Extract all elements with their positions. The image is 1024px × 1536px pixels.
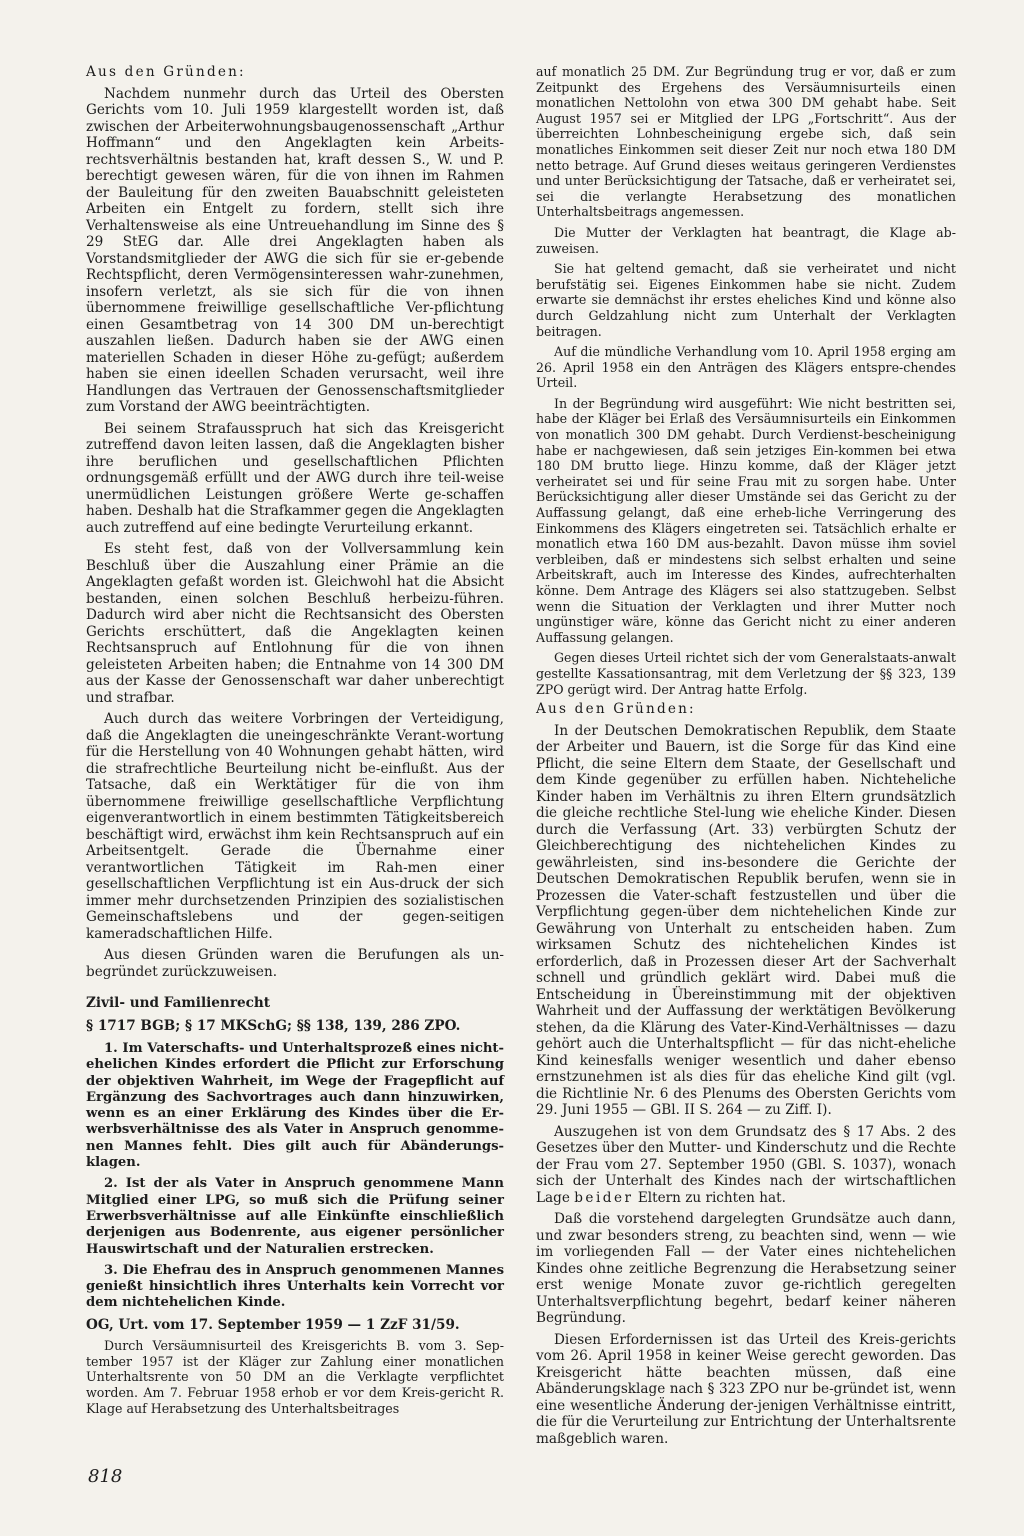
- section-heading: Aus den Gründen:: [86, 64, 246, 80]
- statute-reference: § 1717 BGB; § 17 MKSchG; §§ 138, 139, 286 ZPO.: [86, 1017, 461, 1034]
- emphasized-word: beider: [574, 1189, 634, 1206]
- section-title: Zivil- und Familienrecht: [86, 995, 271, 1011]
- page-number: 818: [88, 1466, 123, 1487]
- paragraph: Auf die mündliche Verhandlung vom 10. April 1958 erging am 26. April 1958 ein den Anträgen des Klägers entspre-chendes Urteil.: [536, 344, 956, 391]
- paragraph: Die Mutter der Verklagten hat beantragt, die Klage ab-zuweisen.: [536, 224, 956, 256]
- leitsatz-1: 1. Im Vaterschafts- und Unterhaltsprozeß eines nicht-ehelichen Kindes erfordert die Pflicht zur Erforschung der objektiven Wahrheit, im Wege der Fragepflicht auf Ergänzung des Sachvortrages auch dann hinzuwirken, wenn es an einer Erklärung des Kindes über die Er-werbsverhältnisse des als Vater in Anspruch genomme-nen Mannes fehlt. Dies gilt auch für Abänderungs-klagen.: [86, 1041, 504, 1171]
- leitsatz-2: 2. Ist der als Vater in Anspruch genommene Mann Mitglied einer LPG, so muß sich die Prüfung seiner Erwerbsverhältnisse auf alle Einkünfte einschließlich derjenigen aus Bodenrente, aus eigener persönlicher Hauswirtschaft und der Naturalien erstrecken.: [86, 1176, 504, 1257]
- text-run: Auszugehen ist von dem Grundsatz des § 17 Abs. 2 des Gesetzes über den Mutter- und Kinderschutz und die Rechte der Frau vom 27. September 1950 (GBl. S. 1037), wonach sich der Unterhalt des Kindes nach der wirtschaftlichen Lage: [536, 1123, 956, 1206]
- paragraph: Durch Versäumnisurteil des Kreisgerichts B. vom 3. Sep-tember 1957 ist der Kläger zur Zahlung einer monatlichen Unterhaltsrente von 50 DM an die Verklagte verpflichtet worden. Am 7. Februar 1958 erhob er vor dem Kreis-gericht R. Klage auf Herabsetzung des Unterhaltsbeitrages: [86, 1338, 504, 1416]
- paragraph: Bei seinem Strafausspruch hat sich das Kreisgericht zutreffend davon leiten lassen, daß die Angeklagten bisher ihre beruflichen und gesellschaftlichen Pflichten ordnungsgemäß erfüllt und der AWG durch ihre teil-weise unermüdlichen Leistungen größere Werte ge-schaffen haben. Deshalb hat die Strafkammer gegen die Angeklagten auch zutreffend auf eine bedingte Verurteilung erkannt.: [86, 420, 504, 536]
- paragraph: In der Begründung wird ausgeführt: Wie nicht bestritten sei, habe der Kläger bei Erlaß des Versäumnisurteils ein Einkommen von monatlich 300 DM gehabt. Durch Verdienst-bescheinigung habe er nachgewiesen, daß sein jetziges Ein-kommen bei etwa 180 DM brutto liege. Hinzu komme, daß der Kläger jetzt verheiratet sei und für seine Frau mit zu sorgen habe. Unter Berücksichtigung aller dieser Umstände sei das Gericht zu der Auffassung gelangt, daß eine erheb-liche Verringerung des Einkommens des Klägers eingetreten sei. Tatsächlich erhalte er monatlich etwa 160 DM aus-bezahlt. Davon müsse ihm soviel verbleiben, daß er mindestens sich selbst erhalten und seine Arbeitskraft, auch im Interesse des Kindes, aufrechterhalten könne. Dem Antrage des Klägers sei also stattzugeben. Selbst wenn die Situation der Verklagten und ihrer Mutter noch ungünstiger wäre, könne das Gericht nicht zu einer anderen Auffassung gelangen.: [536, 395, 956, 645]
- paragraph: Diesen Erfordernissen ist das Urteil des Kreis-gerichts vom 26. April 1958 in keiner Weise gerecht geworden. Das Kreisgericht hätte beachten müssen, daß eine Abänderungsklage nach § 323 ZPO nur be-gründet ist, wenn eine wesentliche Änderung der-jenigen Verhältnisse eintritt, die für die Verurteilung zur Entrichtung der Unterhaltsrente maßgeblich waren.: [536, 1331, 956, 1447]
- paragraph: Gegen dieses Urteil richtet sich der vom Generalstaats-anwalt gestellte Kassationsantrag, mit dem Verletzung der §§ 323, 139 ZPO gerügt wird. Der Antrag hatte Erfolg.: [536, 650, 956, 697]
- paragraph: Daß die vorstehend dargelegten Grundsätze auch dann, und zwar besonders streng, zu beachten sind, wenn — wie im vorliegenden Fall — der Vater eines nichtehelichen Kindes ohne zeitliche Begrenzung die Herabsetzung seiner erst wenige Monate zuvor ge-richtlich geregelten Unterhaltsverpflichtung begehrt, bedarf keiner näheren Begründung.: [536, 1211, 956, 1327]
- section-heading: Aus den Gründen:: [536, 701, 696, 718]
- paragraph: Nachdem nunmehr durch das Urteil des Obersten Gerichts vom 10. Juli 1959 klargestellt worden ist, daß zwischen der Arbeiterwohnungsbaugenossenschaft „Arthur Hoffmann“ und den Angeklagten kein Arbeits-rechtsverhältnis bestanden hat, kraft dessen S., W. und P. berechtigt gewesen wären, für die von ihnen im Rahmen der Bauleitung für den zweiten Bauabschnitt geleisteten Arbeiten ein Entgelt zu fordern, stellt sich ihre Verhaltensweise als eine Untreuehandlung im Sinne des § 29 StEG dar. Alle drei Angeklagten haben als Vorstandsmitglieder der AWG die sich für sie er-gebende Rechtspflicht, deren Vermögensinteressen wahr-zunehmen, insofern verletzt, als sie sich für die von ihnen übernommene freiwillige gesellschaftliche Ver-pflichtung einen Gesamtbetrag von 14 300 DM un-berechtigt auszahlen ließen. Dadurch haben sie der AWG einen materiellen Schaden in dieser Höhe zu-gefügt; außerdem haben sie einen ideellen Schaden verursacht, weil ihre Handlungen das Vertrauen der Genossenschaftsmitglieder zum Vorstand der AWG beeinträchtigten.: [86, 85, 504, 415]
- paragraph: Auch durch das weitere Vorbringen der Verteidigung, daß die Angeklagten die uneingeschränkte Verant-wortung für die Herstellung von 40 Wohnungen gehabt hätten, wird die strafrechtliche Beurteilung nicht be-einflußt. Aus der Tatsache, daß ein Werktätiger für die von ihm übernommene freiwillige gesellschaftliche Verpflichtung eigenverantwortlich in einem bestimmten Tätigkeitsbereich beschäftigt wird, erwächst ihm kein Rechtsanspruch auf ein Arbeitsentgelt. Gerade die Übernahme einer verantwortlichen Tätigkeit im Rah-men einer gesellschaftlichen Verpflichtung ist ein Aus-druck der sich immer mehr durchsetzenden Prinzipien des sozialistischen Gemeinschaftslebens und der gegen-seitigen kameradschaftlichen Hilfe.: [86, 711, 504, 942]
- paragraph: [536, 1124, 956, 1207]
- left-column: [86, 60, 504, 1416]
- paragraph: Es steht fest, daß von der Vollversammlung kein Beschluß über die Auszahlung einer Prämie an die Angeklagten gefaßt worden ist. Gleichwohl hat die Absicht bestanden, einen solchen Beschluß herbeizu-führen. Dadurch wird aber nicht die Rechtsansicht des Obersten Gerichts erschüttert, daß die Angeklagten keinen Rechtsanspruch auf Entlohnung für die von ihnen geleisteten Arbeiten haben; die Entnahme von 14 300 DM aus der Kasse der Genossenschaft war daher unberechtigt und strafbar.: [86, 541, 504, 706]
- text-run: Eltern zu richten hat.: [633, 1189, 786, 1206]
- right-column: [536, 64, 956, 1447]
- court-reference: OG, Urt. vom 17. September 1959 — 1 ZzF 31/59.: [86, 1316, 460, 1333]
- paragraph: auf monatlich 25 DM. Zur Begründung trug er vor, daß er zum Zeitpunkt des Ergehens des Versäumnisurteils einen monatlichen Nettolohn von etwa 300 DM gehabt habe. Seit August 1957 sei er Mitglied der LPG „Fortschritt“. Aus der überreichten Lohnbescheinigung ergebe sich, daß sein monatliches Einkommen seit dieser Zeit nur noch etwa 180 DM netto betrage. Auf Grund dieses weitaus geringeren Verdienstes und unter Berücksichtigung der Tatsache, daß er verheiratet sei, sei die verlangte Herabsetzung des monatlichen Unterhaltsbeitrags angemessen.: [536, 64, 956, 220]
- leitsatz-3: 3. Die Ehefrau des in Anspruch genommenen Mannes genießt hinsichtlich ihres Unterhalts kein Vorrecht vor dem nichtehelichen Kinde.: [86, 1262, 504, 1311]
- paragraph: Aus diesen Gründen waren die Berufungen als un-begründet zurückzuweisen.: [86, 947, 504, 980]
- paragraph: In der Deutschen Demokratischen Republik, dem Staate der Arbeiter und Bauern, ist die Sorge für das Kind eine Pflicht, die seine Eltern dem Staate, der Gesellschaft und dem Kinde gegenüber zu erfüllen haben. Nichteheliche Kinder haben im Verhältnis zu ihren Eltern grundsätzlich die gleiche rechtliche Stel-lung wie eheliche Kinder. Diesen durch die Verfassung (Art. 33) verbürgten Schutz der Gleichberechtigung des nichtehelichen Kindes zu gewährleisten, sind ins-besondere die Gerichte der Deutschen Demokratischen Republik berufen, wenn sie in Prozessen die Vater-schaft festzustellen und über die Verpflichtung gegen-über dem nichtehelichen Kinde zur Gewährung von Unterhalt zu entscheiden haben. Zum wirksamen Schutz des nichtehelichen Kindes ist erforderlich, daß in Prozessen dieser Art der Sachverhalt schnell und gründlich geklärt wird. Dabei muß die Entscheidung in Übereinstimmung mit der objektiven Wahrheit und der Auffassung der werktätigen Bevölkerung stehen, da die Klärung des Vater-Kind-Verhältnisses — dazu gehört auch die Unterhaltspflicht — für das nicht-eheliche Kind keinesfalls weniger wesentlich und daher ebenso ernstzunehmen ist als dies für das eheliche Kind gilt (vgl. die Richtlinie Nr. 6 des Plenums des Obersten Gerichts vom 29. Juni 1955 — GBl. II S. 264 — zu Ziff. I).: [536, 722, 956, 1119]
- paragraph: Sie hat geltend gemacht, daß sie verheiratet und nicht berufstätig sei. Eigenes Einkommen habe sie nicht. Zudem erwarte sie demnächst ihr erstes eheliches Kind und könne also durch Geldzahlung nicht zum Unterhalt der Verklagten beitragen.: [536, 261, 956, 339]
